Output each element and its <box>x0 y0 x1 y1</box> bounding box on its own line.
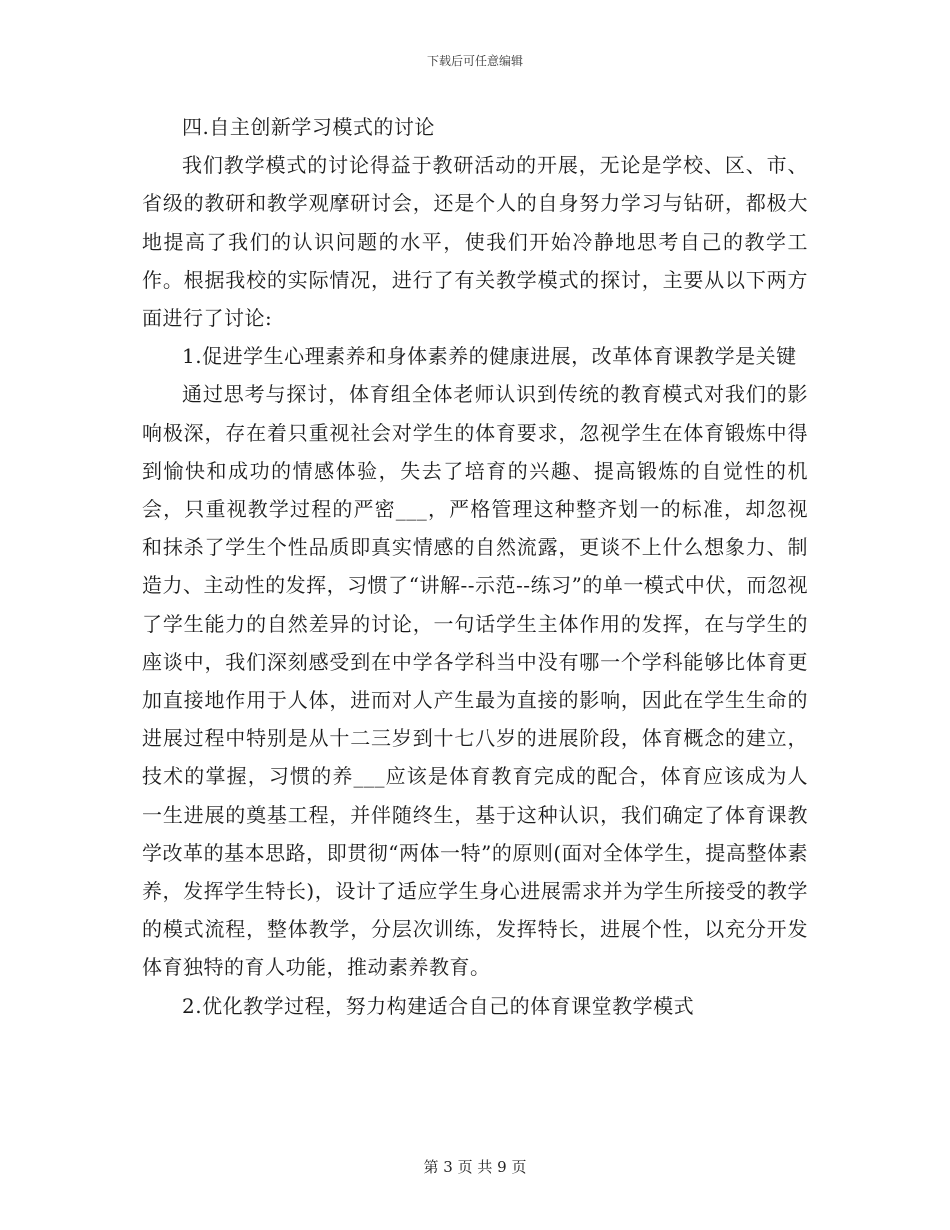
section-heading: 四.自主创新学习模式的讨论 <box>182 115 435 139</box>
subheading-2: 2.优化教学过程，努力构建适合自己的体育课堂教学模式 <box>182 993 695 1018</box>
paragraph-intro: 我们教学模式的讨论得益于教研活动的开展，无论是学校、区、市、省级的教研和教学观摩研讨会，还是个人的自身努力学习与钻研，都极大地提高了我们的认识问题的水平，使我们开始冷静地思考自己的教学工作。根据我校的实际情况，进行了有关教学模式的探讨，主要从以下两方面进行了讨论: <box>142 153 808 331</box>
document-body <box>142 108 808 1025</box>
subheading-1: 1.促进学生心理素养和身体素养的健康进展，改革体育课教学是关键 <box>182 344 797 369</box>
page-number: 第 3 页 共 9 页 <box>423 1158 527 1176</box>
paragraph-body: 通过思考与探讨，体育组全体老师认识到传统的教育模式对我们的影响极深，存在着只重视社会对学生的体育要求，忽视学生在体育锻炼中得到愉快和成功的情感体验，失去了培育的兴趣、提高锻炼的自觉性的机会，只重视教学过程的严密___，严格管理这种整齐划一的标准，却忽视和抹杀了学生个性品质即真实情感的自然流露，更谈不上什么想象力、制造力、主动性的发挥，习惯了“讲解--示范--练习”的单一模式中伏，而忽视了学生能力的自然差异的讨论，一句话学生主体作用的发挥，在与学生的座谈中，我们深刻感受到在中学各学科当中没有哪一个学科能够比体育更加直接地作用于人体，进而对人产生最为直接的影响，因此在学生生命的进展过程中特别是从十二三岁到十七八岁的进展阶段，体育概念的建立，技术的掌握，习惯的养___应该是体育教育完成的配合，体育应该成为人一生进展的奠基工程，并伴随终生，基于这种认识，我们确定了体育课教学改革的基本思路，即贯彻“两体一特”的原则(面对全体学生，提高整体素养，发挥学生特长)，设计了适应学生身心进展需求并为学生所接受的教学的模式流程，整体教学，分层次训练，发挥特长，进展个性，以充分开发体育独特的育人功能，推动素养教育。 <box>142 382 808 980</box>
page-header-note: 下载后可任意编辑 <box>426 54 523 68</box>
